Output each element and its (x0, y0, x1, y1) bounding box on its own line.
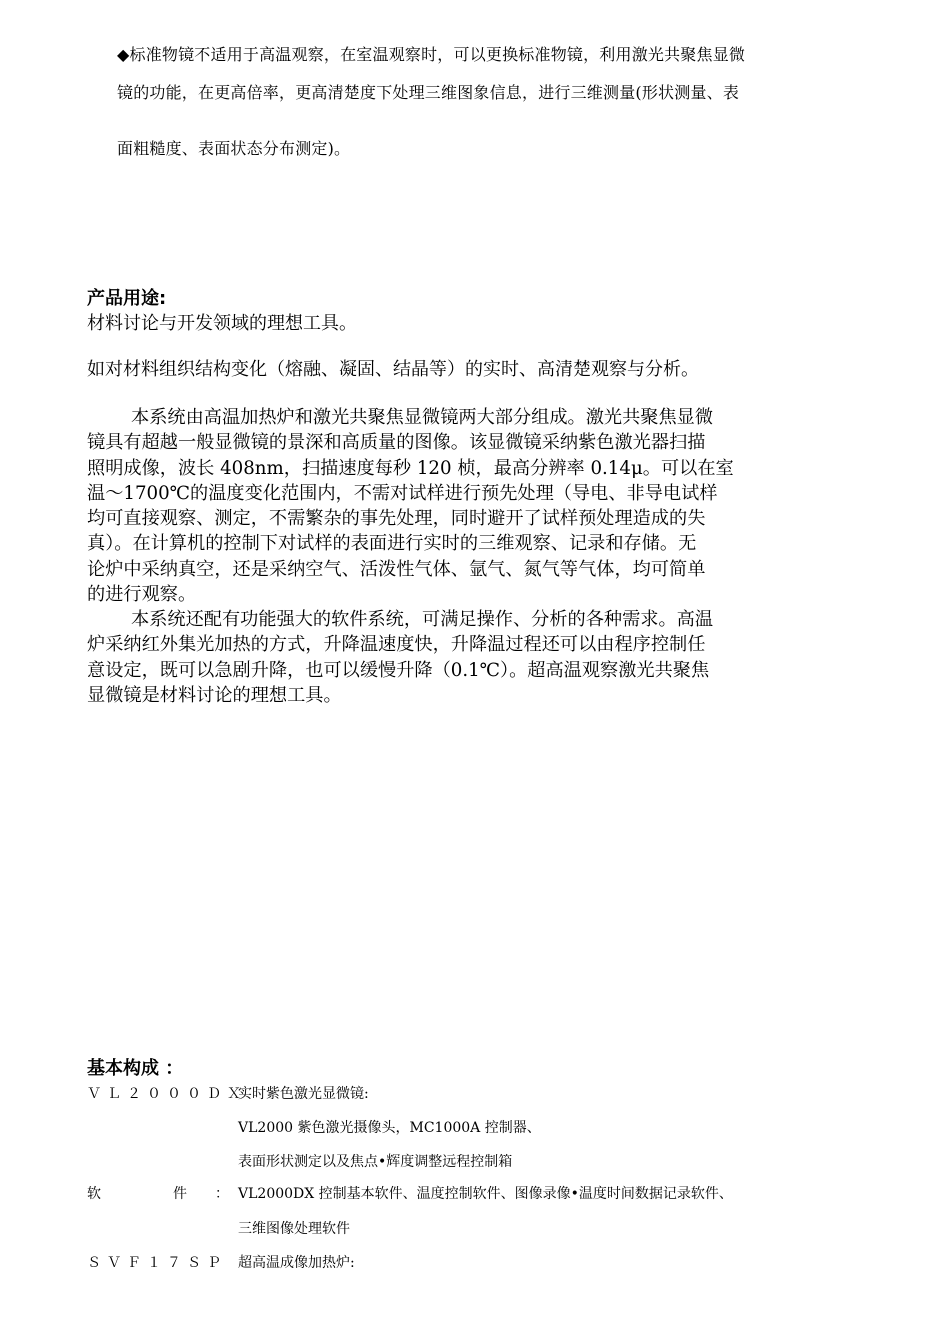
description-line: 的进行观察。 (87, 584, 197, 606)
description-line: 本系统还配有功能强大的软件系统，可满足操作、分析的各种需求。高温 (131, 609, 714, 630)
description-line: 均可直接观察、测定，不需繁杂的事先处理，同时避开了试样预处理造成的失 (87, 508, 706, 530)
usage-line-2: 如对材料组织结构变化（熔融、凝固、结晶等）的实时、高清楚观察与分析。 (87, 359, 699, 380)
description-line: 本系统由高温加热炉和激光共聚焦显微镜两大部分组成。激光共聚焦显微 (131, 407, 714, 428)
composition-label: ＶＬ２０００ＤＸ (87, 1086, 247, 1102)
composition-value: 表面形状测定以及焦点•辉度调整远程控制箱 (238, 1154, 513, 1170)
usage-line-1: 材料讨论与开发领域的理想工具。 (87, 313, 357, 334)
description-line: 意设定，既可以急剧升降，也可以缓慢升降（0.1℃）。超高温观察激光共聚焦 (87, 659, 710, 681)
description-line: 镜具有超越一般显微镜的景深和高质量的图像。该显微镜采纳紫色激光器扫描 (87, 432, 706, 454)
description-line: 温～1700℃的温度变化范围内，不需对试样进行预先处理（导电、非导电试样 (87, 482, 718, 504)
description-line: 炉采纳红外集光加热的方式，升降温速度快，升降温过程还可以由程序控制任 (87, 634, 706, 656)
bullet-line-3: 面粗糙度、表面状态分布测定)。 (117, 139, 351, 158)
description-line: 真）。在计算机的控制下对试样的表面进行实时的三维观察、记录和存储。无 (87, 533, 697, 555)
composition-value: 实时紫色激光显微镜: (238, 1086, 369, 1102)
description-line: 论炉中采纳真空，还是采纳空气、活泼性气体、氩气、氮气等气体，均可简单 (87, 558, 706, 580)
description-line: 显微镜是材料讨论的理想工具。 (87, 684, 342, 706)
description-paragraph-2 (87, 607, 862, 708)
composition-value: 超高温成像加热炉: (238, 1255, 355, 1271)
composition-label-part-a: 软 (87, 1186, 101, 1202)
composition-colon: ： (215, 1186, 229, 1202)
composition-value: 三维图像处理软件 (238, 1221, 350, 1237)
composition-label: ＳＶＦ１７ＳＰ (87, 1255, 227, 1271)
composition-heading: 基本构成 ： (87, 1058, 184, 1079)
composition-value: VL2000 紫色激光摄像头，MC1000A 控制器、 (238, 1120, 541, 1136)
bullet-line-1: ◆标准物镜不适用于高温观察，在室温观察时，可以更换标准物镜，利用激光共聚焦显微 (117, 45, 746, 64)
bullet-line-2: 镜的功能，在更高倍率，更高清楚度下处理三维图象信息，进行三维测量(形状测量、表 (117, 83, 740, 102)
bullet-paragraph (117, 36, 862, 168)
composition-value: VL2000DX 控制基本软件、温度控制软件、图像录像•温度时间数据记录软件、 (238, 1186, 733, 1202)
description-line: 照明成像，波长 408nm，扫描速度每秒 120 桢，最高分辨率 0.14μ。可以在室 (87, 457, 734, 479)
composition-label-part-b: 件 (173, 1186, 187, 1202)
description-paragraph-1 (87, 405, 862, 607)
usage-heading: 产品用途: (87, 288, 167, 309)
